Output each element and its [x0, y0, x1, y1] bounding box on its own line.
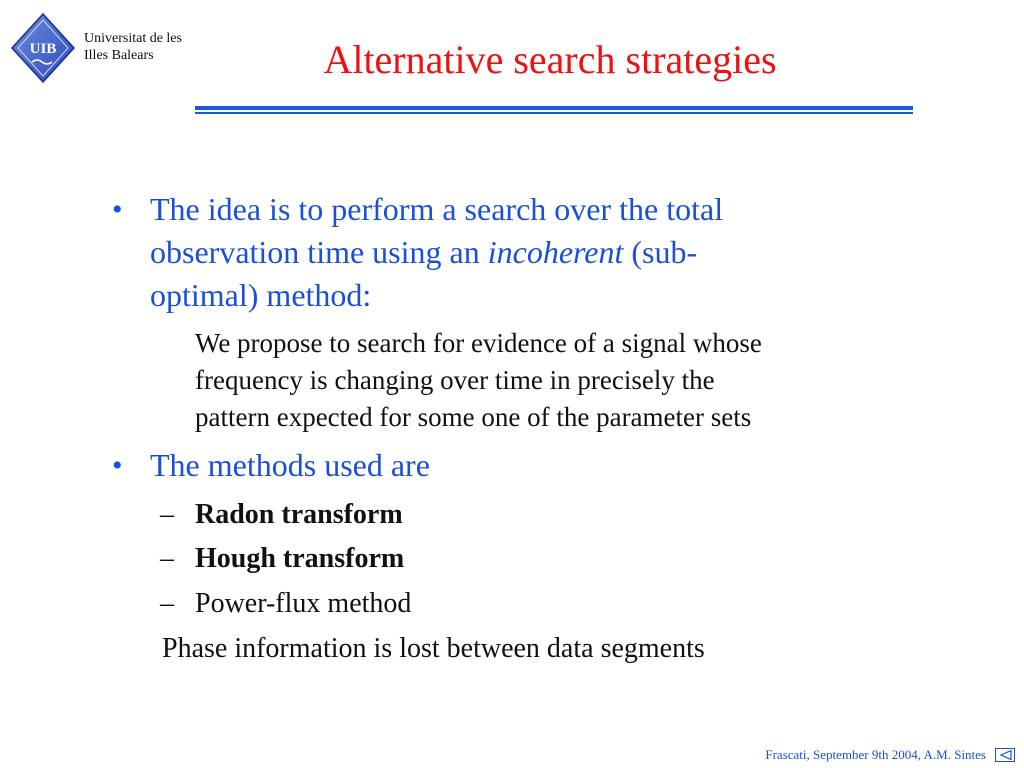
bullet-icon: •	[112, 449, 123, 482]
method-item-hough: Hough transform	[195, 543, 405, 574]
university-name-line2: Illes Balears	[84, 48, 154, 63]
bullet-1-line-3: optimal) method:	[150, 277, 372, 313]
closing-statement: Phase information is lost between data segments	[162, 633, 705, 664]
bullet-2-text: The methods used are	[150, 447, 430, 483]
dash-icon: –	[160, 499, 174, 530]
logo-mark: UIB	[29, 41, 57, 57]
footer-credit: Frascati, September 9th 2004, A.M. Sintes	[765, 747, 986, 762]
bullet-1-line-1: The idea is to perform a search over the total	[150, 191, 724, 227]
dash-icon: –	[160, 543, 174, 574]
university-name	[84, 30, 182, 64]
uib-logo-icon	[10, 12, 76, 84]
bullet-icon: •	[112, 193, 123, 226]
method-item-radon: Radon transform	[195, 499, 403, 530]
explanation-line-3: pattern expected for some one of the parameter sets	[195, 402, 752, 432]
dash-icon: –	[160, 588, 174, 619]
bullet-1-text	[150, 188, 890, 317]
bullet-1-line-2-pre: observation time using an	[150, 234, 488, 270]
method-item-power-flux: Power-flux method	[195, 588, 412, 619]
bullet-1-line-2-post: (sub-	[623, 234, 698, 270]
university-name-line1: Universitat de les	[84, 31, 182, 46]
explanation-paragraph	[195, 325, 925, 436]
bullet-1-emphasis: incoherent	[487, 234, 624, 270]
back-nav-button[interactable]	[995, 748, 1015, 762]
back-triangle-icon	[1000, 750, 1012, 760]
slide-title: Alternative search strategies	[323, 37, 777, 82]
explanation-line-1: We propose to search for evidence of a signal whose	[195, 328, 762, 358]
explanation-line-2: frequency is changing over time in precisely the	[195, 365, 715, 395]
title-divider	[195, 106, 913, 114]
bullet-1-line-2	[150, 231, 890, 274]
university-logo	[10, 12, 210, 84]
